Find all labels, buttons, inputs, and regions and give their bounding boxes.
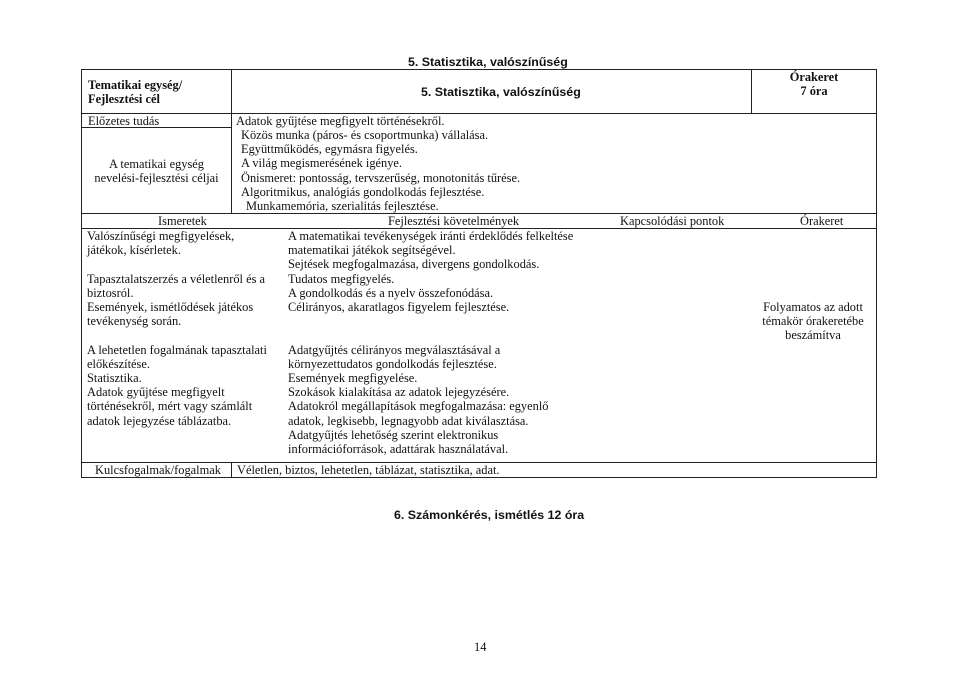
keywords-label: Kulcsfogalmak/fogalmak (95, 463, 221, 477)
list-item: Önismeret: pontosság, tervszerűség, monotonitás tűrése. (241, 170, 521, 185)
list-item: Adatok gyűjtése megfigyelt (87, 385, 225, 400)
list-item: információforrások, adattárak használatával. (288, 442, 509, 457)
requirements-column (288, 229, 573, 456)
goals-label: A tematikai egység nevelési-fejlesztési céljai (94, 157, 219, 186)
list-item: Valószínűségi megfigyelések, (87, 229, 235, 243)
list-item: adatok lejegyzése táblázatba. (87, 413, 232, 428)
list-item: matematikai játékok segítségével. (288, 243, 456, 258)
list-item: Adatgyűjtés célirányos megválasztásával a (288, 342, 501, 357)
list-item: Adatokról megállapítások megfogalmazása: egyenlő (288, 399, 549, 414)
list-item: Célirányos, akaratlagos figyelem fejlesztése. (288, 300, 510, 315)
topic-value: 5. Statisztika, valószínűség (421, 85, 581, 99)
list-item: Sejtések megfogalmazása, divergens gondolkodás. (288, 257, 540, 272)
column-header-requirements: Fejlesztési követelmények (388, 214, 520, 228)
section-title-top: 5. Statisztika, valószínűség (408, 55, 568, 69)
prior-label: Előzetes tudás (88, 114, 160, 128)
list-item: Események, ismétlődések játékos (87, 300, 254, 314)
list-item: adatok, legkisebb, legnagyobb adat kiválasztása. (288, 413, 529, 428)
knowledge-column (87, 229, 267, 428)
hours-note: Folyamatos az adott témakör órakeretébe beszámítva (762, 300, 864, 343)
list-item: biztosról. (87, 285, 134, 300)
list-item: Adatgyűjtés lehetőség szerint elektronikus (288, 427, 499, 442)
goals-list (241, 128, 520, 213)
list-item: Algoritmikus, analógiás gondolkodás fejlesztése. (241, 184, 485, 199)
column-header-links: Kapcsolódási pontok (620, 214, 725, 228)
list-item: környezettudatos gondolkodás fejlesztése. (288, 356, 497, 371)
keywords-value: Véletlen, biztos, lehetetlen, táblázat, statisztika, adat. (237, 463, 500, 477)
list-item: Munkamemória, szerialitás fejlesztése. (246, 199, 439, 214)
list-item: előkészítése. (87, 356, 150, 371)
next-section-title: 6. Számonkérés, ismétlés 12 óra (394, 508, 585, 522)
list-item: történésekről, mért vagy számlált (87, 399, 253, 414)
list-item: játékok, kísérletek. (87, 243, 181, 258)
list-item: tevékenység során. (87, 314, 182, 329)
list-item: A matematikai tevékenységek iránti érdeklődés felkeltése (288, 229, 574, 243)
list-item: A világ megismerésének igénye. (241, 156, 403, 171)
list-item: Tapasztalatszerzés a véletlenről és a (87, 271, 266, 286)
list-item: Közös munka (páros- és csoportmunka) vállalása. (241, 128, 489, 142)
column-header-hours: Órakeret (800, 214, 844, 228)
column-header-knowledge: Ismeretek (158, 214, 207, 228)
prior-value: Adatok gyűjtése megfigyelt történésekről. (236, 114, 445, 128)
page-number: 14 (474, 640, 487, 654)
list-item: A lehetetlen fogalmának tapasztalati (87, 342, 267, 357)
list-item: Együttműködés, egymásra figyelés. (241, 142, 418, 157)
list-item: Események megfigyelése. (288, 371, 418, 386)
list-item: Tudatos megfigyelés. (288, 271, 395, 286)
hours-box: Órakeret 7 óra (789, 70, 839, 99)
list-item: Szokások kialakítása az adatok lejegyzésére. (288, 385, 510, 400)
list-item: Statisztika. (87, 371, 142, 385)
topic-label: Tematikai egység/ Fejlesztési cél (88, 78, 183, 107)
list-item: A gondolkodás és a nyelv összefonódása. (288, 285, 494, 300)
